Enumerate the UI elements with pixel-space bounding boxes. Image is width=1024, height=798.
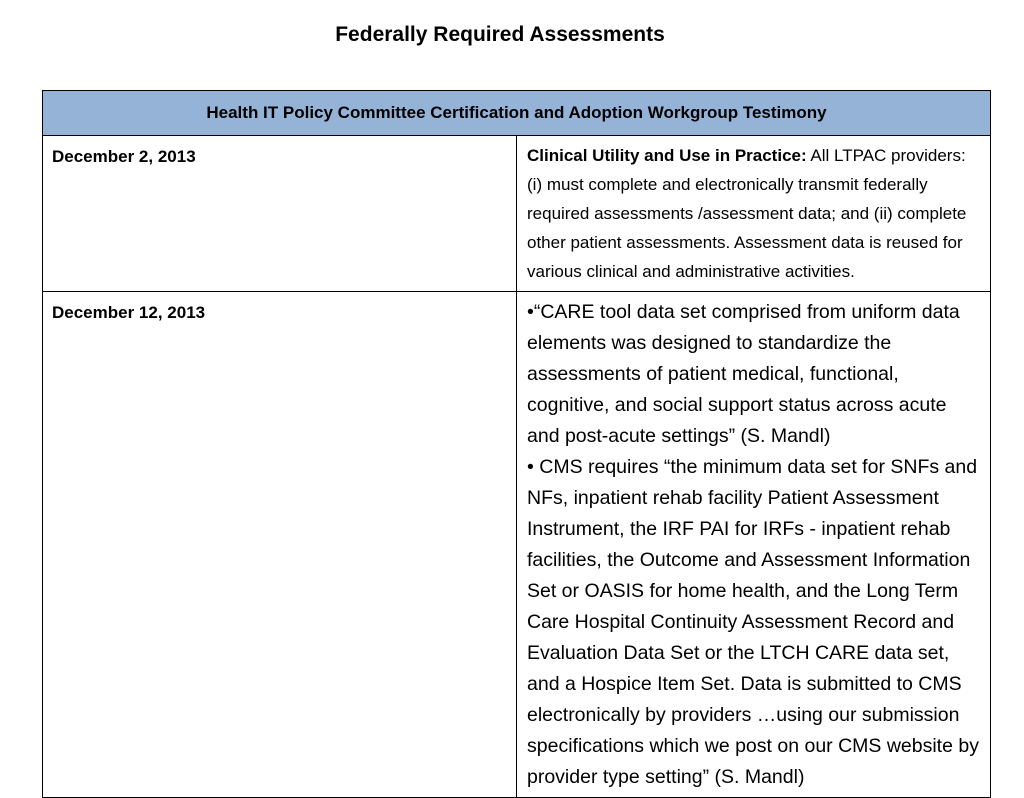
date-cell: December 2, 2013: [43, 136, 517, 292]
description-label: Clinical Utility and Use in Practice:: [527, 146, 807, 165]
table-row: [43, 136, 991, 292]
bullet-item: •“CARE tool data set comprised from uniform data elements was designed to standardize the assessments of patient medical, functional, cognitive, and social support status across acute and post-acute settings” (S. Mandl): [527, 301, 960, 447]
table-row: [43, 292, 991, 798]
bullet-item: • CMS requires “the minimum data set for SNFs and NFs, inpatient rehab facility Patient Assessment Instrument, the IRF PAI for IRFs - inpatient rehab facilities, the Outcome and Assessment Information Set or OASIS for home health, and the Long Term Care Hospital Continuity Assessment Record and Evaluation Data Set or the LTCH CARE data set, and a Hospice Item Set. Data is submitted to CMS electronically by providers …using our submission specifications which we post on our CMS website by provider type setting” (S. Mandl): [527, 456, 979, 788]
description-cell: [517, 136, 991, 292]
testimony-table: [42, 90, 991, 798]
page-title: Federally Required Assessments: [335, 23, 665, 46]
date-cell: December 12, 2013: [43, 292, 517, 798]
table-header: Health IT Policy Committee Certification and Adoption Workgroup Testimony: [43, 91, 991, 136]
description-cell: [517, 292, 991, 798]
table-header-row: [43, 91, 991, 136]
description-text: All LTPAC providers: (i) must complete and electronically transmit federally required assessments /assessment data; and (ii) complete other patient assessments. Assessment data is reused for various clinical and administrative activities.: [527, 146, 967, 281]
